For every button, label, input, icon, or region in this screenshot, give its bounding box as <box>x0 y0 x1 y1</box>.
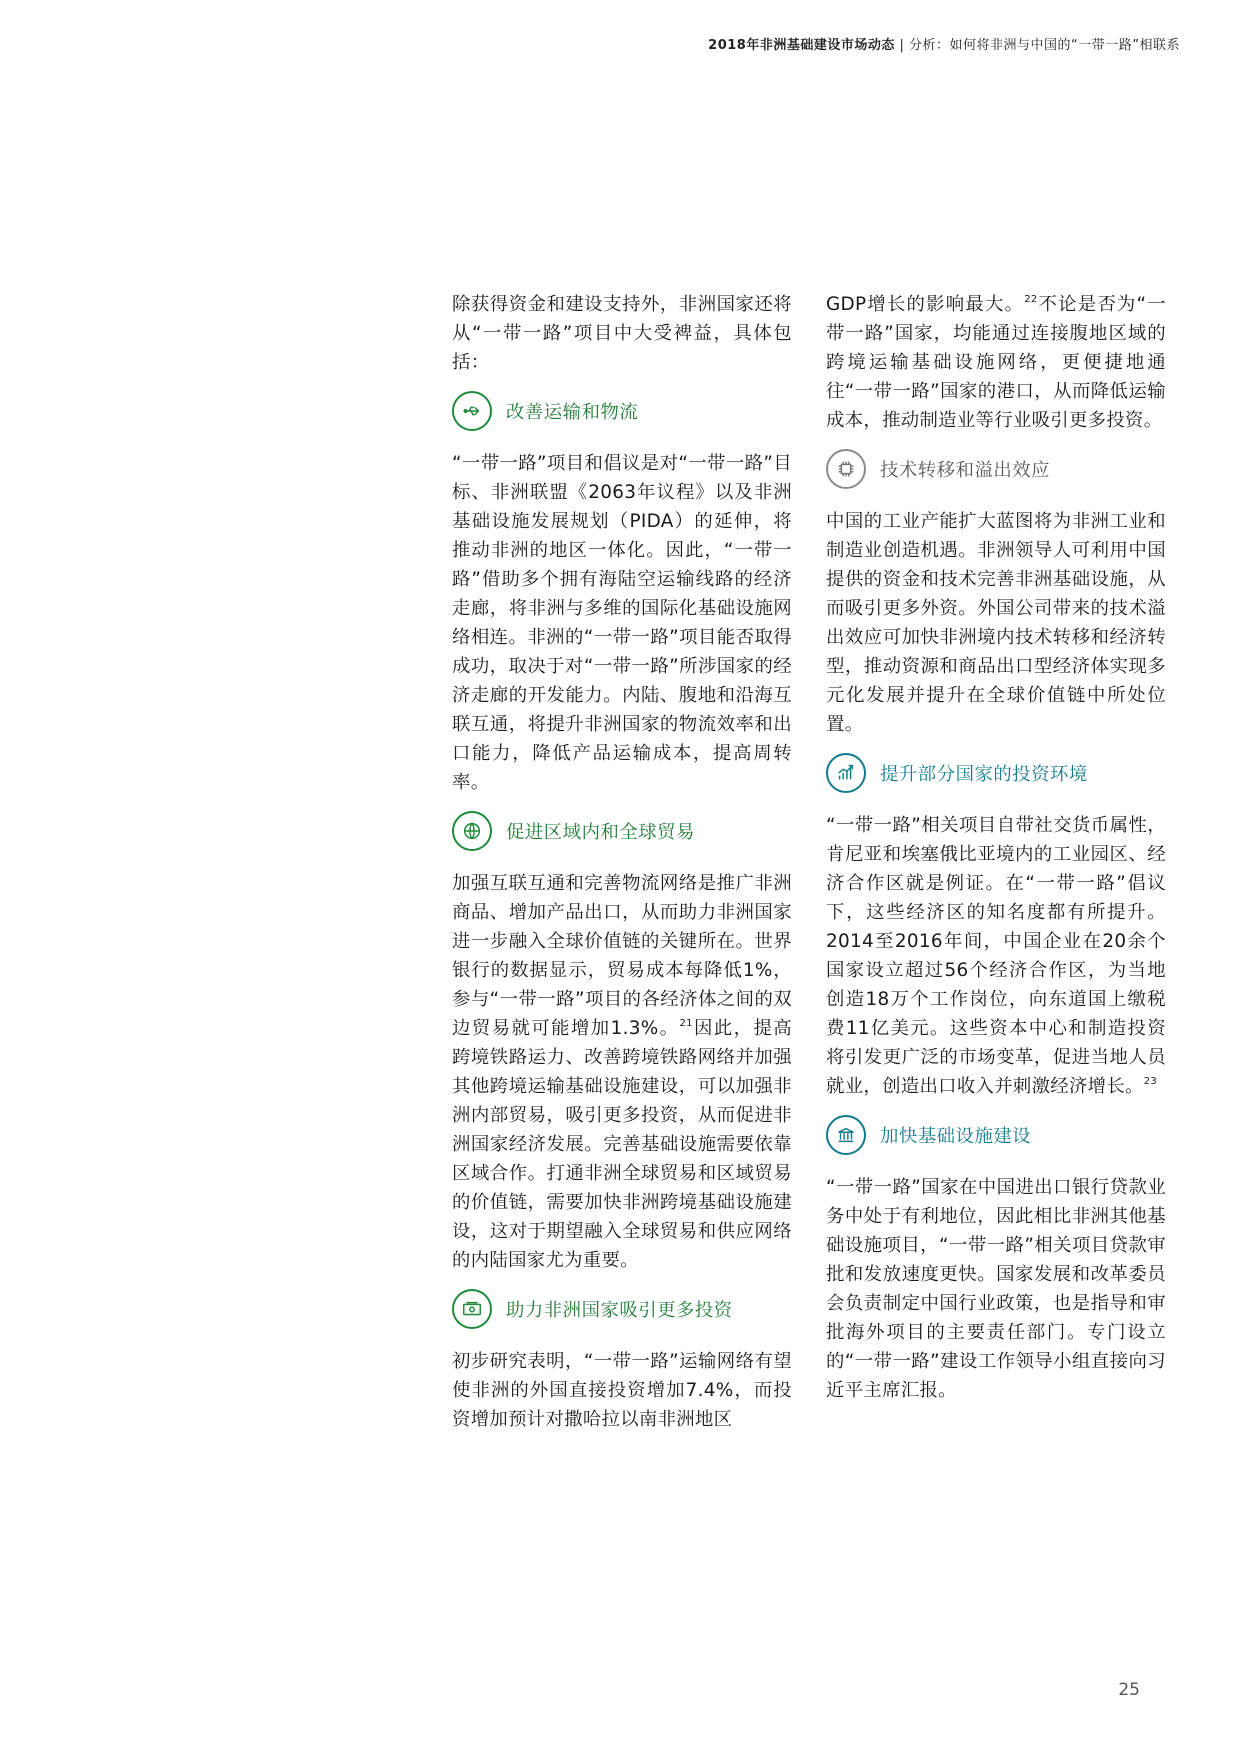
section-tech-transfer <box>826 443 1166 495</box>
section-investment <box>452 1283 792 1335</box>
section-paragraph <box>826 811 1166 1101</box>
growth-chart-icon <box>826 753 866 793</box>
footnote-ref: 21 <box>679 1018 693 1029</box>
chip-icon <box>826 449 866 489</box>
section-paragraph: 中国的工业产能扩大蓝图将为非洲工业和制造业创造机遇。非洲领导人可利用中国提供的资金和技术完善非洲基础设施，从而吸引更多外资。外国公司带来的技术溢出效应可加快非洲境内技术转移和经济转型，推动资源和商品出口型经济体实现多元化发展并提升在全球价值链中所处位置。 <box>826 511 1166 735</box>
footnote-ref: 22 <box>1024 294 1038 305</box>
money-icon <box>452 1289 492 1329</box>
section-paragraph: “一带一路”国家在中国进出口银行贷款业务中处于有利地位，因此相比非洲其他基础设施项目，“一带一路”相关项目贷款审批和发放速度更快。国家发展和改革委员会负责制定中国行业政策，也是指导和审批海外项目的主要责任部门。专门设立的“一带一路”建设工作领导小组直接向习近平主席汇报。 <box>826 1177 1166 1401</box>
header-title: 2018年非洲基础建设市场动态 <box>708 38 895 53</box>
section-title: 提升部分国家的投资环境 <box>880 764 1088 785</box>
section-title: 技术转移和溢出效应 <box>880 460 1051 481</box>
page-header <box>708 34 1180 53</box>
section-title: 助力非洲国家吸引更多投资 <box>506 1300 733 1321</box>
section-transport-logistics <box>452 385 792 437</box>
footnote-ref: 23 <box>1143 1076 1158 1087</box>
paragraph-text: 不论是否为“一带一路”国家，均能通过连接腹地区域的跨境运输基础设施网络，更便捷地通往“一带一路”国家的港口，从而降低运输成本，推动制造业等行业吸引更多投资。 <box>826 294 1166 431</box>
paragraph-text: “一带一路”相关项目自带社交货币属性，肯尼亚和埃塞俄比亚境内的工业园区、经济合作区就是例证。在“一带一路”倡议下，这些经济区的知名度都有所提升。2014至2016年间，中国企业在20余个国家设立超过56个经济合作区，为当地创造18万个工作岗位，向东道国上缴税费11亿美元。这些资本中心和制造投资将引发更广泛的市场变革，促进当地人员就业，创造出口收入并刺激经济增长。 <box>826 815 1166 1097</box>
bank-icon <box>826 1115 866 1155</box>
section-paragraph <box>452 869 792 1275</box>
section-investment-env <box>826 747 1166 799</box>
header-separator: | <box>899 38 905 53</box>
left-column <box>452 290 792 1440</box>
continued-paragraph <box>826 290 1166 435</box>
paragraph-text: 加强互联互通和完善物流网络是推广非洲商品、增加产品出口，从而助力非洲国家进一步融入全球价值链的关键所在。世界银行的数据显示，贸易成本每降低1%，参与“一带一路”项目的各经济体之间的双边贸易就可能增加1.3%。 <box>452 873 792 1039</box>
paragraph-text: GDP增长的影响最大。 <box>826 294 1025 315</box>
usb-icon <box>452 391 492 431</box>
section-title: 促进区域内和全球贸易 <box>506 822 695 843</box>
section-paragraph: 初步研究表明，“一带一路”运输网络有望使非洲的外国直接投资增加7.4%，而投资增加预计对撒哈拉以南非洲地区 <box>452 1351 792 1430</box>
section-infrastructure <box>826 1109 1166 1161</box>
section-trade <box>452 805 792 857</box>
globe-icon <box>452 811 492 851</box>
intro-paragraph: 除获得资金和建设支持外，非洲国家还将从“一带一路”项目中大受裨益，具体包括： <box>452 294 792 373</box>
page-number: 25 <box>1118 1680 1140 1700</box>
section-title: 改善运输和物流 <box>506 402 639 423</box>
paragraph-text: 因此，提高跨境铁路运力、改善跨境铁路网络并加强其他跨境运输基础设施建设，可以加强非洲内部贸易，吸引更多投资，从而促进非洲国家经济发展。完善基础设施需要依靠区域合作。打通非洲全球贸易和区域贸易的价值链，需要加快非洲跨境基础设施建设，这对于期望融入全球贸易和供应网络的内陆国家尤为重要。 <box>452 1018 792 1271</box>
right-column <box>826 290 1166 1411</box>
section-title: 加快基础设施建设 <box>880 1126 1032 1147</box>
header-subtitle: 分析：如何将非洲与中国的“一带一路”相联系 <box>909 38 1180 53</box>
section-paragraph: “一带一路”项目和倡议是对“一带一路”目标、非洲联盟《2063年议程》以及非洲基础设施发展规划（PIDA）的延伸，将推动非洲的地区一体化。因此，“一带一路”借助多个拥有海陆空运输线路的经济走廊，将非洲与多维的国际化基础设施网络相连。非洲的“一带一路”项目能否取得成功，取决于对“一带一路”所涉国家的经济走廊的开发能力。内陆、腹地和沿海互联互通，将提升非洲国家的物流效率和出口能力，降低产品运输成本，提高周转率。 <box>452 453 792 793</box>
